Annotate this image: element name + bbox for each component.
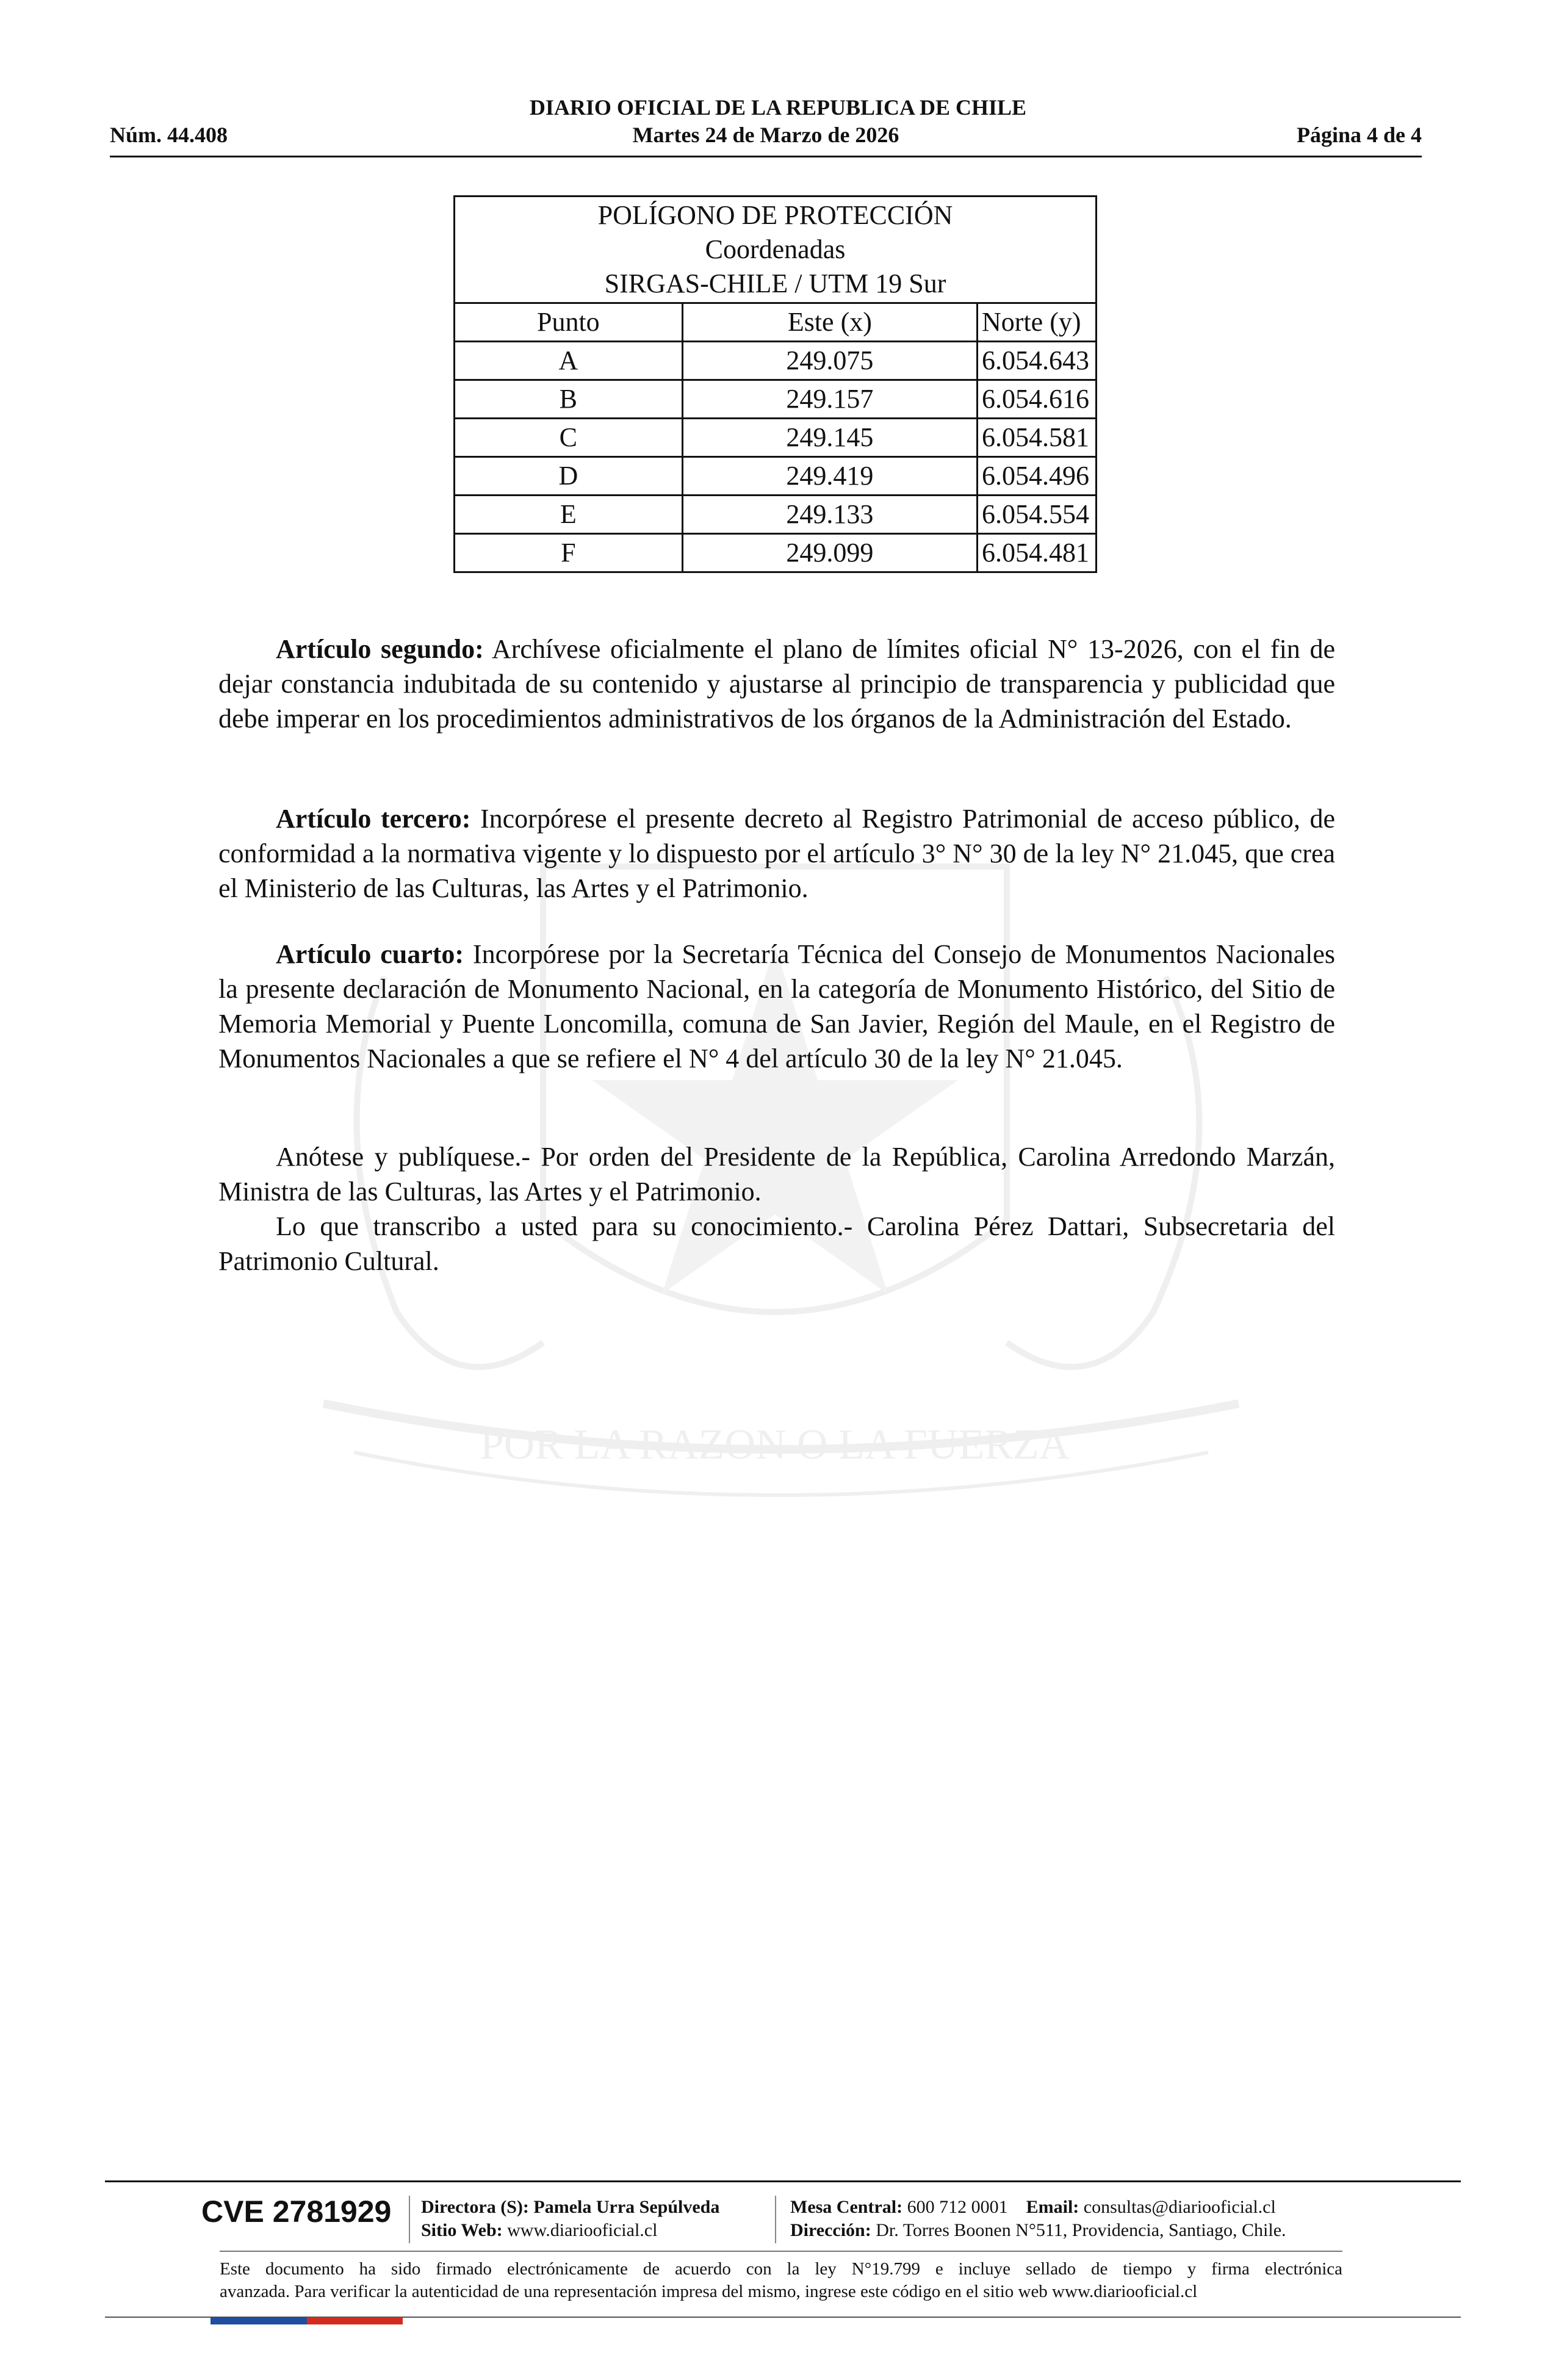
cell-punto: D xyxy=(455,457,683,496)
cell-norte: 6.054.616 xyxy=(978,380,1097,419)
closing-publication: Anótese y publíquese.- Por orden del Presidente de la República, Carolina Arredondo Marzán, Ministra de las Culturas, las Artes y el Patrimonio. xyxy=(218,1142,1335,1206)
web-link[interactable]: www.diariooficial.cl xyxy=(502,2220,658,2240)
footer-separator xyxy=(775,2196,776,2243)
cell-punto: B xyxy=(455,380,683,419)
mesa-label: Mesa Central: xyxy=(790,2197,903,2217)
table-subtitle-line: Coordenadas xyxy=(705,234,846,264)
table-datum-line: SIRGAS-CHILE / UTM 19 Sur xyxy=(604,269,946,298)
page-number: Página 4 de 4 xyxy=(1296,123,1422,147)
table-row xyxy=(455,496,1097,534)
mesa-value: 600 712 0001 xyxy=(902,2197,1008,2217)
table-row xyxy=(455,419,1097,457)
article-cuarto-label: Artículo cuarto: xyxy=(276,939,464,969)
flag-blue-stripe xyxy=(211,2317,307,2324)
article-segundo xyxy=(218,632,1335,736)
signature-note-line: avanzada. Para verificar la autenticidad de una representación impresa del mismo, ingrese este código en el sitio web www.diariooficial.cl xyxy=(220,2282,1198,2301)
table-title xyxy=(455,197,1097,303)
footer-divider-mid xyxy=(220,2251,1342,2252)
cell-este: 249.133 xyxy=(682,496,977,534)
table-row xyxy=(455,457,1097,496)
table-row xyxy=(455,534,1097,572)
footer-divider-top xyxy=(105,2180,1461,2182)
publication-title: DIARIO OFICIAL DE LA REPUBLICA DE CHILE xyxy=(529,95,1027,120)
article-tercero-text: Incorpórese el presente decreto al Registro Patrimonial de acceso público, de conformidad a la normativa vigente y lo dispuesto por el artículo 3° N° 30 de la ley N° 21.045, que crea el Ministerio de las Culturas, las Artes y el Patrimonio. xyxy=(218,804,1335,903)
table-title-line: POLÍGONO DE PROTECCIÓN xyxy=(597,200,953,230)
cell-norte: 6.054.643 xyxy=(978,342,1097,380)
article-segundo-text: Archívese oficialmente el plano de límites oficial N° 13-2026, con el fin de dejar constancia indubitada de su contenido y ajustarse al principio de transparencia y publicidad que debe imperar en los procedimientos administrativos de los órganos de la Administración del Estado. xyxy=(218,634,1335,734)
cell-este: 249.157 xyxy=(682,380,977,419)
cve-code: CVE 2781929 xyxy=(201,2194,392,2229)
column-header-norte: Norte (y) xyxy=(978,303,1097,342)
cell-este: 249.419 xyxy=(682,457,977,496)
article-segundo-label: Artículo segundo: xyxy=(276,634,484,664)
cell-norte: 6.054.581 xyxy=(978,419,1097,457)
address-label: Dirección: xyxy=(790,2220,871,2240)
closing-block xyxy=(218,1139,1335,1278)
director-label: Directora (S): xyxy=(421,2197,529,2217)
cell-este: 249.145 xyxy=(682,419,977,457)
footer-contact-left xyxy=(421,2196,719,2242)
flag-red-stripe xyxy=(307,2317,403,2324)
article-tercero-label: Artículo tercero: xyxy=(276,804,471,834)
footer-separator xyxy=(409,2196,410,2243)
article-cuarto xyxy=(218,937,1335,1076)
web-label: Sitio Web: xyxy=(421,2220,503,2240)
address-value: Dr. Torres Boonen N°511, Providencia, Santiago, Chile. xyxy=(871,2220,1286,2240)
cell-punto: E xyxy=(455,496,683,534)
email-label: Email: xyxy=(1026,2197,1079,2217)
flag-stripe xyxy=(211,2317,403,2324)
signature-note xyxy=(220,2258,1342,2303)
cell-este: 249.099 xyxy=(682,534,977,572)
email-link[interactable]: consultas@diariooficial.cl xyxy=(1079,2197,1276,2217)
cell-norte: 6.054.481 xyxy=(978,534,1097,572)
cell-punto: F xyxy=(455,534,683,572)
cell-punto: A xyxy=(455,342,683,380)
cell-punto: C xyxy=(455,419,683,457)
article-tercero xyxy=(218,801,1335,906)
motto-text: POR LA RAZON O LA FUERZA xyxy=(480,1421,1070,1468)
cell-norte: 6.054.496 xyxy=(978,457,1097,496)
cell-este: 249.075 xyxy=(682,342,977,380)
table-row xyxy=(455,380,1097,419)
closing-transcription: Lo que transcribo a usted para su conocimiento.- Carolina Pérez Dattari, Subsecretaria del Patrimonio Cultural. xyxy=(218,1211,1335,1276)
director-name: Pamela Urra Sepúlveda xyxy=(528,2197,720,2217)
issue-number: Núm. 44.408 xyxy=(110,123,228,147)
issue-date: Martes 24 de Marzo de 2026 xyxy=(632,123,899,147)
header-divider xyxy=(110,156,1422,157)
cell-norte: 6.054.554 xyxy=(978,496,1097,534)
column-header-punto: Punto xyxy=(455,303,683,342)
table-row xyxy=(455,342,1097,380)
coordinates-table xyxy=(453,195,1097,573)
article-cuarto-text: Incorpórese por la Secretaría Técnica del Consejo de Monumentos Nacionales la presente declaración de Monumento Nacional, en la categoría de Monumento Histórico, del Sitio de Memoria Memorial y Puente Loncomilla, comuna de San Javier, Región del Maule, en el Registro de Monumentos Nacionales a que se refiere el N° 4 del artículo 30 de la ley N° 21.045. xyxy=(218,939,1335,1073)
column-header-este: Este (x) xyxy=(682,303,977,342)
footer-contact-right xyxy=(790,2196,1286,2242)
signature-note-line: Este documento ha sido firmado electrónicamente de acuerdo con la ley N°19.799 e incluye sellado de tiempo y firma electrónica xyxy=(220,2259,1342,2279)
